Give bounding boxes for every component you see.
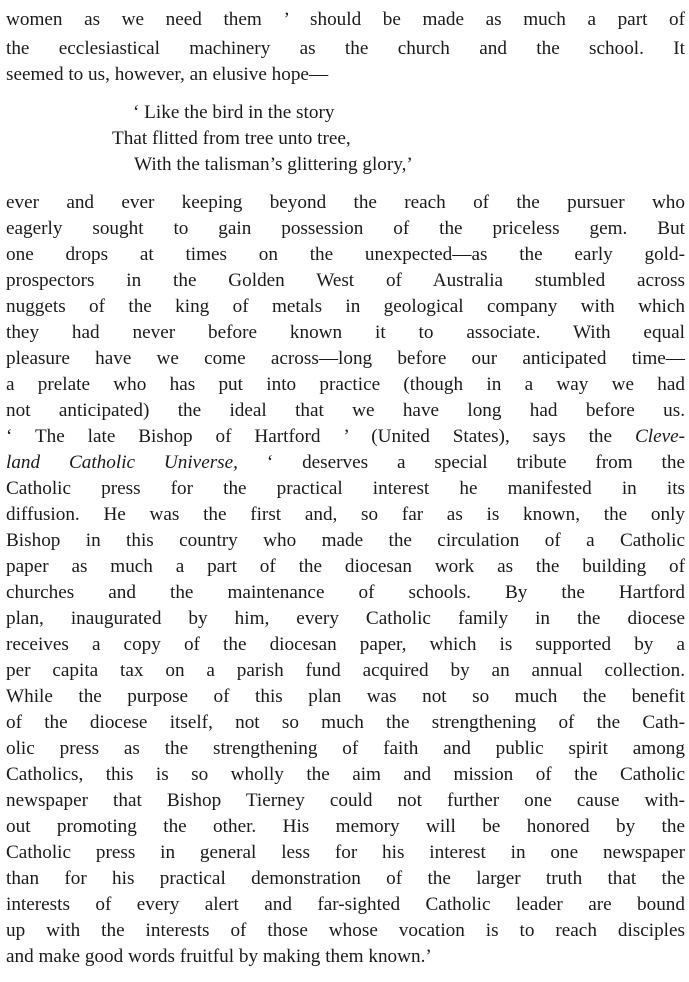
text-line: women as we need them ’ should be made as much a part of	[6, 9, 685, 30]
verse-line: With the talisman’s glittering glory,’	[134, 154, 413, 175]
text-line	[6, 425, 685, 449]
text-line: up with the interests of those whose vocation is to reach disciples	[6, 920, 685, 941]
text-line: Bishop in this country who made the circulation of a Catholic	[6, 530, 685, 551]
text-line: out promoting the other. His memory will be honored by the	[6, 816, 685, 837]
newspaper-name-part: land Catholic Universe,	[6, 452, 238, 473]
text-line: Catholic press in general less for his interest in one newspaper	[6, 842, 685, 863]
text-line: olic press as the strengthening of faith and public spirit among	[6, 738, 685, 759]
text-line	[6, 451, 685, 475]
text-line: and make good words fruitful by making them known.’	[6, 946, 432, 967]
text-line: While the purpose of this plan was not so much the benefit	[6, 686, 685, 707]
verse-line: That flitted from tree unto tree,	[112, 128, 351, 149]
text-line: per capita tax on a parish fund acquired by an annual collection.	[6, 660, 685, 681]
text-line: Catholic press for the practical interest he manifested in its	[6, 478, 685, 499]
text-line: Catholics, this is so wholly the aim and mission of the Catholic	[6, 764, 685, 785]
text-line: nuggets of the king of metals in geological company with which	[6, 296, 685, 317]
text-line: not anticipated) the ideal that we have long had before us.	[6, 400, 685, 421]
text-line: a prelate who has put into practice (though in a way we had	[6, 374, 685, 395]
text-line: churches and the maintenance of schools. By the Hartford	[6, 582, 685, 603]
text-line: of the diocese itself, not so much the strengthening of the Cath-	[6, 712, 685, 733]
text-line: diffusion. He was the first and, so far as is known, the only	[6, 504, 685, 525]
text-line: seemed to us, however, an elusive hope—	[6, 64, 329, 85]
text-line: interests of every alert and far-sighted Catholic leader are bound	[6, 894, 685, 915]
text-line: pleasure have we come across—long before our anticipated time—	[6, 348, 685, 369]
verse-line: ‘ Like the bird in the story	[133, 102, 335, 123]
text-line: one drops at times on the unexpected—as the early gold-	[6, 244, 685, 265]
text-line: paper as much a part of the diocesan work as the building of	[6, 556, 685, 577]
text-line: the ecclesiastical machinery as the church and the school. It	[6, 38, 685, 59]
text-line: ever and ever keeping beyond the reach of the pursuer who	[6, 192, 685, 213]
text-run: ‘ deserves a special tribute from the	[237, 452, 685, 473]
text-line: plan, inaugurated by him, every Catholic family in the diocese	[6, 608, 685, 629]
newspaper-name-part: Cleve-	[634, 426, 686, 447]
text-line: newspaper that Bishop Tierney could not further one cause with-	[6, 790, 685, 811]
text-line: eagerly sought to gain possession of the priceless gem. But	[6, 218, 685, 239]
text-line: receives a copy of the diocesan paper, which is supported by a	[6, 634, 685, 655]
text-line: prospectors in the Golden West of Australia stumbled across	[6, 270, 685, 291]
text-run: ‘ The late Bishop of Hartford ’ (United States), says the	[6, 426, 613, 447]
text-line: they had never before known it to associate. With equal	[6, 322, 685, 343]
text-line: than for his practical demonstration of the larger truth that the	[6, 868, 685, 889]
